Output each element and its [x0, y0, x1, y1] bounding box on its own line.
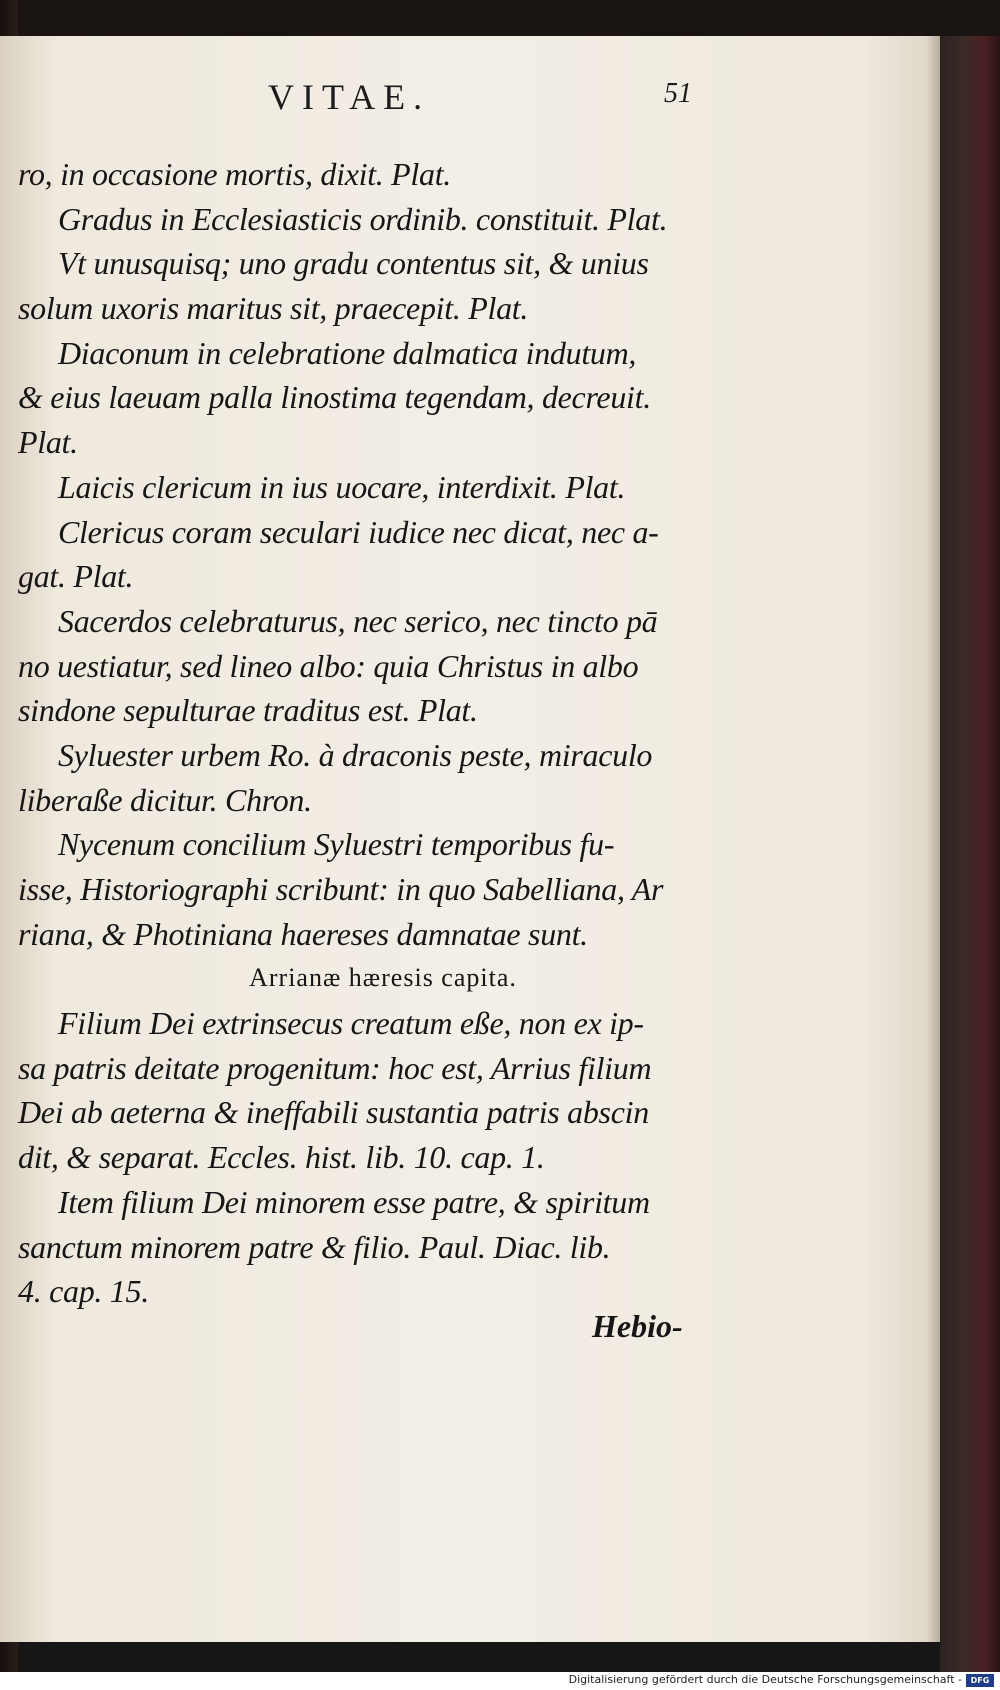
text-line: Item filium Dei minorem esse patre, & spiritum [58, 1183, 650, 1220]
text-line: sindone sepulturae traditus est. Plat. [18, 692, 478, 729]
text-line: riana, & Photiniana haereses damnatae sunt. [18, 915, 588, 952]
body-text [18, 152, 708, 1314]
text-line: Syluester urbem Ro. à draconis peste, miraculo [58, 736, 653, 773]
text-line: Sacerdos celebraturus, nec serico, nec tincto pā [58, 602, 658, 639]
page-number: 51 [664, 78, 692, 109]
dfg-logo: DFG [966, 1674, 994, 1687]
text-line: sa patris deitate progenitum: hoc est, Arrius filium [18, 1049, 652, 1086]
text-line: & eius laeuam palla linostima tegendam, decreuit. [18, 379, 651, 416]
text-line: Nycenum concilium Syluestri temporibus fu- [58, 826, 615, 863]
text-line: Diaconum in celebratione dalmatica indutum, [58, 334, 637, 371]
text-line: Laicis clericum in ius uocare, interdixit. Plat. [58, 468, 626, 505]
scan-background-top [0, 0, 1000, 38]
funding-credit: Digitalisierung gefördert durch die Deutsche Forschungsgemeinschaft - [568, 1673, 962, 1686]
section-heading: Arrianæ hæresis capita. [249, 963, 517, 993]
running-head-title: VITAE. [268, 77, 431, 117]
text-line: gat. Plat. [18, 558, 134, 595]
text-line: solum uxoris maritus sit, praecepit. Plat. [18, 290, 529, 327]
catchword: Hebio- [592, 1308, 683, 1344]
text-line: 4. cap. 15. [18, 1273, 149, 1310]
digitization-footer [0, 1672, 1000, 1690]
text-line: liberaße dicitur. Chron. [18, 781, 312, 818]
text-line: Clericus coram seculari iudice nec dicat, nec a- [58, 513, 659, 550]
text-line: Filium Dei extrinsecus creatum eße, non ex ip- [58, 1005, 644, 1042]
text-line: Plat. [18, 424, 78, 461]
text-line: dit, & separat. Eccles. hist. lib. 10. cap. 1. [18, 1139, 545, 1176]
text-line: no uestiatur, sed lineo albo: quia Christus in albo [18, 647, 639, 684]
text-line: isse, Historiographi scribunt: in quo Sabelliana, Ar [18, 871, 664, 907]
text-line: Vt unusquisq; uno gradu contentus sit, & unius [58, 245, 649, 282]
book-page-edges [940, 36, 1000, 1676]
text-line: Dei ab aeterna & ineffabili sustantia patris abscin [18, 1094, 649, 1131]
text-line: Gradus in Ecclesiasticis ordinib. constituit. Plat. [58, 200, 668, 237]
text-line: sanctum minorem patre & filio. Paul. Diac. lib. [18, 1228, 611, 1265]
running-head [0, 76, 940, 126]
text-line: ro, in occasione mortis, dixit. Plat. [18, 156, 452, 192]
